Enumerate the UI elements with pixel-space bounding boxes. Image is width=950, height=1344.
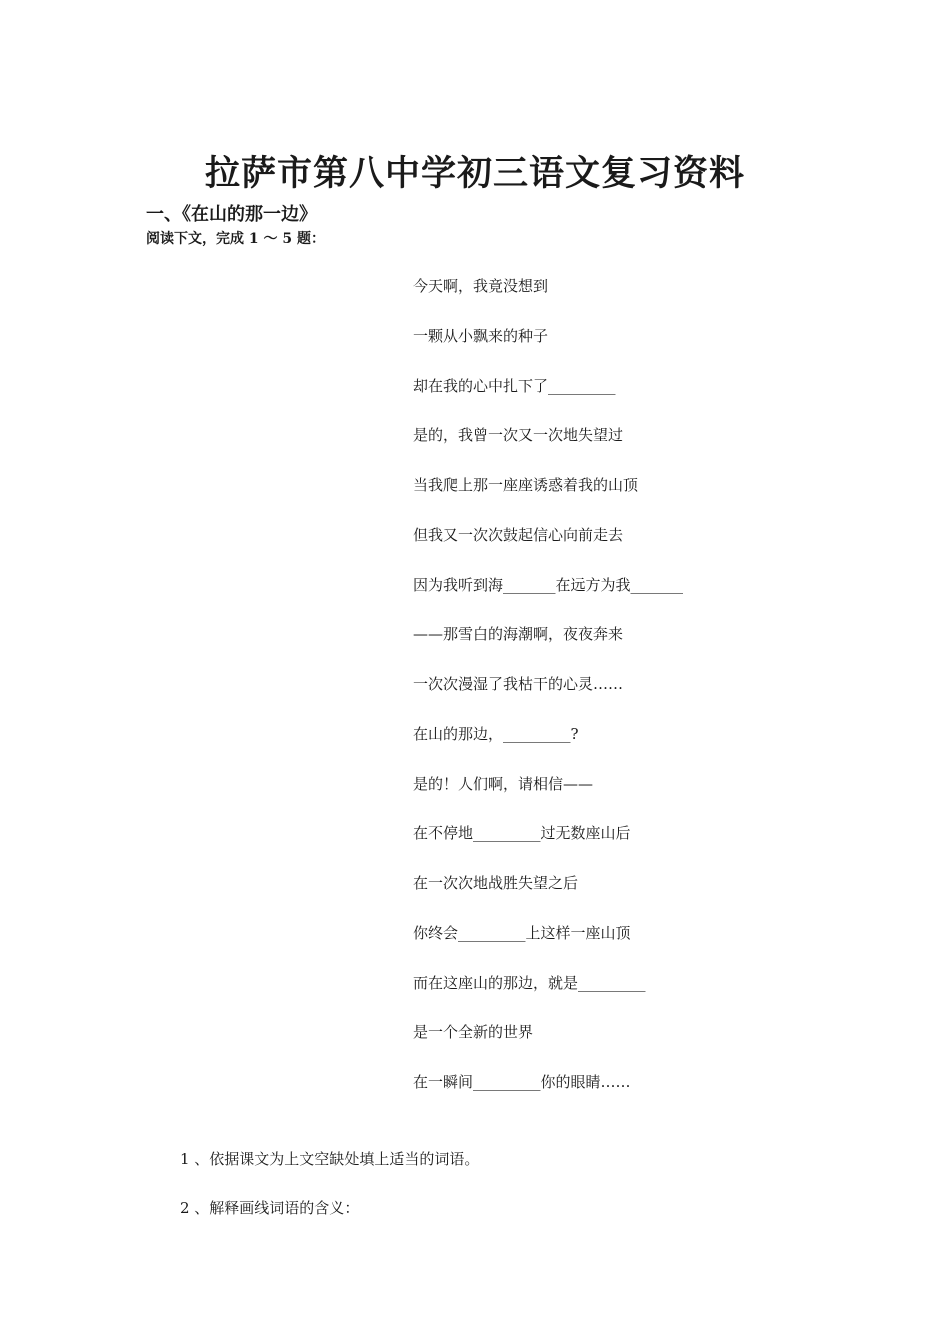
poem-line: 在一次次地战胜失望之后: [413, 874, 579, 892]
poem-line: 但我又一次次鼓起信心向前走去: [413, 525, 624, 544]
poem: [413, 274, 683, 1120]
poem-line: 在山的那边，_________?: [413, 724, 579, 743]
poem-line: ——那雪白的海潮啊，夜夜奔来: [413, 625, 624, 644]
reading-instruction: 阅读下文，完成 1 ～ 5 题：: [146, 231, 325, 247]
question-item: 1 、依据课文为上文空缺处填上适当的词语。: [180, 1150, 480, 1168]
poem-line: 在不停地_________过无数座山后: [413, 824, 631, 843]
poem-line: 你终会_________上这样一座山顶: [413, 923, 631, 942]
poem-line: 却在我的心中扎下了_________: [413, 376, 616, 395]
poem-line: 今天啊，我竟没想到: [413, 277, 549, 295]
poem-line: 一颗从小飘来的种子: [413, 326, 549, 345]
poem-line: 是的！人们啊，请相信——: [413, 774, 594, 793]
poem-line: 而在这座山的那边，就是_________: [413, 973, 646, 992]
question-list: [180, 1147, 479, 1245]
poem-line: 在一瞬间_________你的眼睛……: [413, 1073, 631, 1091]
section-heading: 一、《在山的那一边》: [146, 204, 317, 225]
question-item: 2 、解释画线词语的含义：: [180, 1199, 360, 1217]
poem-line: 一次次漫湿了我枯干的心灵……: [413, 675, 624, 693]
poem-line: 因为我听到海_______在远方为我_______: [413, 575, 684, 594]
poem-line: 当我爬上那一座座诱惑着我的山顶: [413, 476, 639, 494]
page-title: 拉萨市第八中学初三语文复习资料: [204, 153, 745, 194]
poem-line: 是一个全新的世界: [413, 1023, 534, 1042]
poem-line: 是的，我曾一次又一次地失望过: [413, 426, 624, 445]
